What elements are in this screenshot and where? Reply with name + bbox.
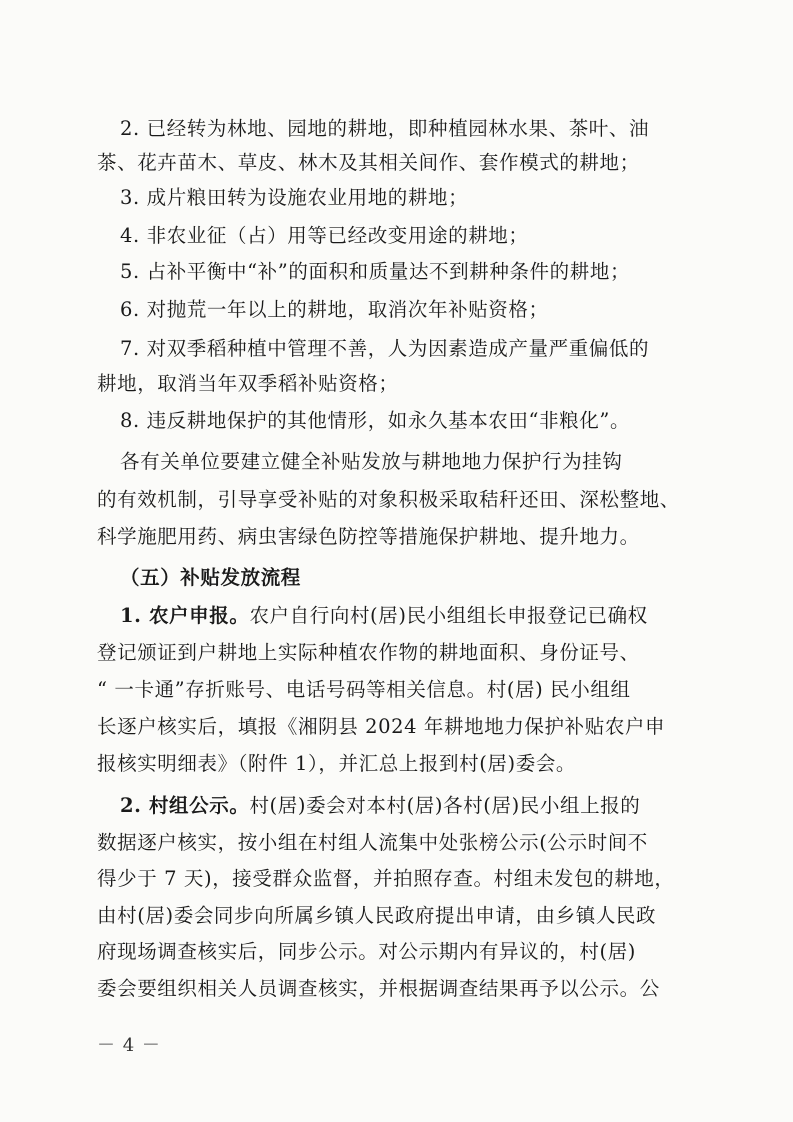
step-1-line-1 [120, 599, 648, 633]
mechanism-line-3: 科学施肥用药、病虫害绿色防控等措施保护耕地、提升地力。 [97, 525, 640, 548]
item-2-line-1: 2. 已经转为林地、园地的耕地，即种植园林水果、茶叶、油 [120, 117, 650, 140]
item-8: 8. 违反耕地保护的其他情形，如永久基本农田“非粮化”。 [120, 409, 631, 432]
step-1-line-3: “ 一卡通”存折账号、电话号码等相关信息。村(居) 民小组组 [97, 678, 631, 701]
step-2-title: 2. 村组公示。 [120, 794, 250, 817]
step-2-line-4: 由村(居)委会同步向所属乡镇人民政府提出申请，由乡镇人民政 [97, 904, 657, 927]
item-2-line-2: 茶、花卉苗木、草皮、林木及其相关间作、套作模式的耕地； [97, 151, 640, 174]
step-1-line-4: 长逐户核实后，填报《湘阴县 2024 年耕地地力保护补贴农户申 [97, 715, 666, 738]
step-2-line-3: 得少于 7 天)，接受群众监督，并拍照存查。村组未发包的耕地， [97, 867, 675, 890]
mechanism-line-2: 的有效机制，引导享受补贴的对象积极采取秸秆还田、深松整地、 [97, 488, 680, 511]
item-4: 4. 非农业征（占）用等已经改变用途的耕地； [120, 224, 529, 247]
item-3: 3. 成片粮田转为设施农业用地的耕地； [120, 186, 469, 209]
step-1-line-2: 登记颁证到户耕地上实际种植农作物的耕地面积、身份证号、 [97, 641, 640, 664]
step-1-line-5: 报核实明细表》（附件 1），并汇总上报到村(居)委会。 [97, 752, 577, 775]
section-5-heading: （五）补贴发放流程 [120, 566, 301, 589]
page-number: － 4 － [97, 1035, 161, 1056]
step-1-line-1-text: 农户自行向村(居)民小组组长申报登记已确权 [249, 604, 648, 627]
step-2-line-2: 数据逐户核实，按小组在村组人流集中处张榜公示(公示时间不 [97, 831, 648, 854]
item-7-line-1: 7. 对双季稻种植中管理不善，人为因素造成产量严重偏低的 [120, 337, 650, 360]
step-2-line-1-text: 村(居)委会对本村(居)各村(居)民小组上报的 [249, 794, 641, 817]
step-2-line-5: 府现场调查核实后，同步公示。对公示期内有异议的，村(居) [97, 940, 637, 963]
step-1-title: 1. 农户申报。 [120, 604, 250, 627]
mechanism-line-1: 各有关单位要建立健全补贴发放与耕地地力保护行为挂钩 [120, 450, 623, 473]
step-2-line-1 [120, 789, 640, 823]
item-5: 5. 占补平衡中“补”的面积和质量达不到耕种条件的耕地； [120, 260, 631, 283]
item-7-line-2: 耕地，取消当年双季稻补贴资格； [97, 372, 399, 395]
step-2-line-6: 委会要组织相关人员调查核实，并根据调查结果再予以公示。公 [97, 977, 660, 1000]
item-6: 6. 对抛荒一年以上的耕地，取消次年补贴资格； [120, 298, 549, 321]
